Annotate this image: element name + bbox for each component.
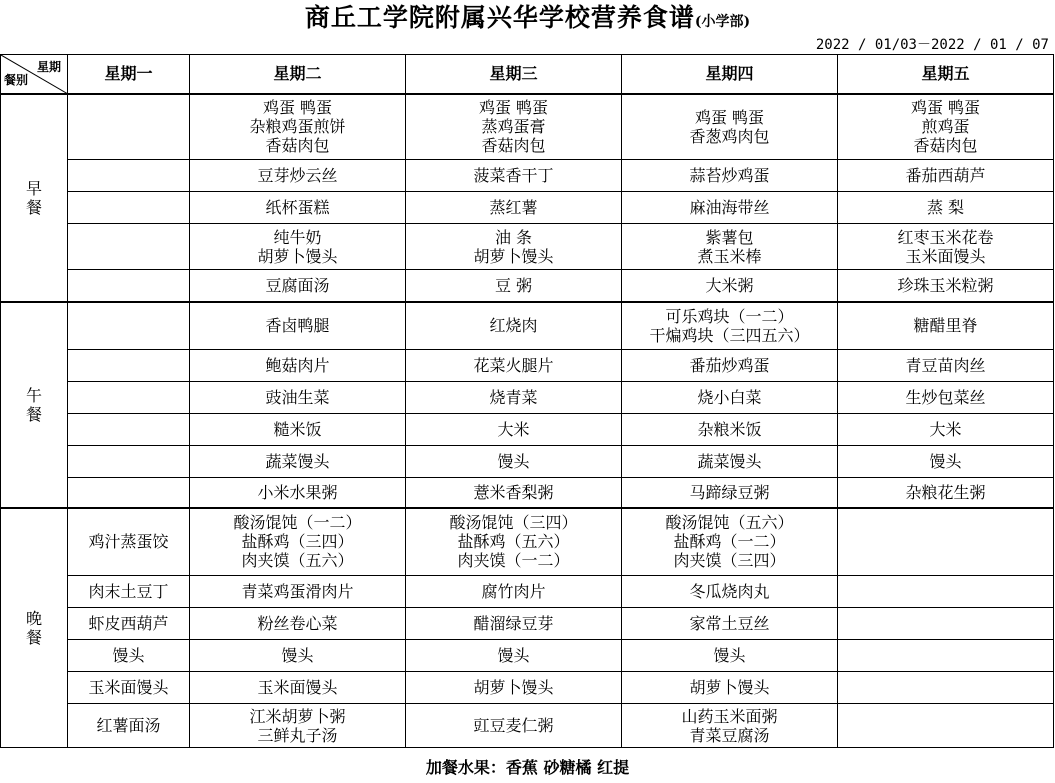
dinner-cell bbox=[68, 508, 190, 576]
dinner-cell bbox=[406, 640, 622, 672]
dish-name: 鸡蛋 鸭蛋 bbox=[478, 98, 549, 118]
day-header-2: 星期二 bbox=[190, 55, 406, 94]
dish-name: 盐酥鸡（一二） bbox=[673, 532, 786, 552]
dish-name: 盐酥鸡（三四） bbox=[241, 532, 354, 552]
breakfast-row bbox=[1, 270, 1054, 302]
dish-name: 馒头 bbox=[929, 452, 962, 471]
dish-name: 马蹄绿豆粥 bbox=[689, 482, 770, 502]
lunch-cell bbox=[622, 302, 838, 350]
dinner-row bbox=[1, 608, 1054, 640]
lunch-cell bbox=[622, 350, 838, 382]
lunch-cell bbox=[838, 382, 1054, 414]
breakfast-cell bbox=[622, 192, 838, 224]
dish-name: 山药玉米面粥 bbox=[681, 706, 778, 726]
dish-name: 杂粮花生粥 bbox=[905, 482, 986, 502]
dish-name: 馒头 bbox=[497, 646, 530, 665]
breakfast-cell bbox=[190, 270, 406, 302]
dinner-cell bbox=[68, 608, 190, 640]
dish-name: 蔬菜馒头 bbox=[265, 452, 330, 471]
lunch-cell bbox=[190, 446, 406, 478]
header-row bbox=[1, 55, 1054, 94]
breakfast-cell bbox=[68, 192, 190, 224]
dinner-row bbox=[1, 640, 1054, 672]
dinner-cell bbox=[190, 608, 406, 640]
dinner-cell bbox=[406, 608, 622, 640]
page-title bbox=[0, 0, 1055, 36]
breakfast-cell bbox=[406, 160, 622, 192]
dish-name: 油 条 bbox=[494, 227, 533, 247]
dish-name: 生炒包菜丝 bbox=[905, 388, 986, 407]
dinner-cell bbox=[622, 704, 838, 748]
lunch-row bbox=[1, 478, 1054, 508]
dinner-cell bbox=[190, 704, 406, 748]
dinner-cell bbox=[622, 576, 838, 608]
title-main: 商丘工学院附属兴华学校营养食谱 bbox=[304, 3, 695, 32]
corner-weekday-label: 星期 bbox=[36, 60, 61, 74]
dish-name: 大米 bbox=[497, 420, 530, 439]
lunch-cell bbox=[406, 350, 622, 382]
lunch-cell bbox=[68, 350, 190, 382]
dinner-row bbox=[1, 576, 1054, 608]
dish-name: 豉油生菜 bbox=[265, 388, 330, 407]
dish-name: 可乐鸡块（一二） bbox=[665, 306, 794, 326]
dish-name: 香葱鸡肉包 bbox=[689, 126, 770, 146]
dish-name: 玉米面馒头 bbox=[257, 678, 338, 697]
lunch-label-char: 餐 bbox=[25, 404, 42, 424]
breakfast-row bbox=[1, 160, 1054, 192]
dish-name: 豇豆麦仁粥 bbox=[473, 716, 554, 735]
dish-name: 鸡蛋 鸭蛋 bbox=[910, 98, 981, 118]
breakfast-cell bbox=[406, 94, 622, 160]
dish-name: 豆腐面汤 bbox=[265, 275, 330, 295]
breakfast-label-char: 早 bbox=[25, 178, 42, 198]
lunch-cell bbox=[622, 446, 838, 478]
dish-name: 青菜鸡蛋滑肉片 bbox=[241, 582, 354, 601]
dish-name: 豆芽炒云丝 bbox=[257, 166, 338, 185]
dinner-cell bbox=[838, 608, 1054, 640]
dish-name: 番茄西葫芦 bbox=[905, 166, 986, 185]
dish-name: 蔬菜馒头 bbox=[697, 452, 762, 471]
dish-name: 馒头 bbox=[281, 646, 314, 665]
breakfast-cell bbox=[190, 160, 406, 192]
day-header-1: 星期一 bbox=[68, 55, 190, 94]
dinner-row bbox=[1, 672, 1054, 704]
dinner-cell bbox=[68, 576, 190, 608]
dish-name: 玉米面馒头 bbox=[905, 246, 986, 266]
breakfast-cell bbox=[406, 270, 622, 302]
lunch-cell bbox=[838, 478, 1054, 508]
lunch-cell bbox=[190, 350, 406, 382]
dish-name: 家常土豆丝 bbox=[689, 614, 770, 633]
snack-fruit-footer: 加餐水果：香蕉 砂糖橘 红提 bbox=[425, 758, 630, 777]
dinner-cell bbox=[190, 672, 406, 704]
dish-name: 肉末土豆丁 bbox=[88, 582, 169, 601]
dish-name: 胡萝卜馒头 bbox=[689, 678, 770, 697]
breakfast-cell bbox=[838, 224, 1054, 270]
dish-name: 菠菜香干丁 bbox=[473, 166, 554, 185]
dish-name: 花菜火腿片 bbox=[473, 356, 554, 375]
lunch-cell bbox=[68, 302, 190, 350]
dish-name: 粉丝卷心菜 bbox=[257, 614, 338, 633]
lunch-row bbox=[1, 414, 1054, 446]
lunch-label-char: 午 bbox=[25, 385, 42, 405]
dish-name: 烧青菜 bbox=[489, 388, 538, 407]
dinner-cell bbox=[190, 640, 406, 672]
dish-name: 玉米面馒头 bbox=[88, 678, 169, 697]
breakfast-cell bbox=[622, 224, 838, 270]
dish-name: 肉夹馍（一二） bbox=[457, 551, 570, 571]
lunch-cell bbox=[190, 478, 406, 508]
dinner-cell bbox=[406, 508, 622, 576]
dish-name: 馒头 bbox=[497, 452, 530, 471]
dish-name: 香菇肉包 bbox=[913, 136, 978, 156]
dish-name: 胡萝卜馒头 bbox=[473, 246, 554, 266]
lunch-cell bbox=[622, 478, 838, 508]
breakfast-cell bbox=[68, 224, 190, 270]
dish-name: 糖醋里脊 bbox=[913, 316, 978, 336]
lunch-cell bbox=[190, 302, 406, 350]
dish-name: 小米水果粥 bbox=[257, 482, 338, 502]
dish-name: 胡萝卜馒头 bbox=[473, 678, 554, 697]
corner-header-cell bbox=[1, 55, 68, 94]
dish-name: 烧小白菜 bbox=[697, 388, 762, 407]
lunch-cell bbox=[622, 382, 838, 414]
dish-name: 馒头 bbox=[112, 646, 145, 665]
breakfast-label-char: 餐 bbox=[25, 197, 42, 217]
lunch-cell bbox=[68, 414, 190, 446]
dinner-cell bbox=[406, 704, 622, 748]
lunch-cell bbox=[838, 302, 1054, 350]
day-header-4: 星期四 bbox=[622, 55, 838, 94]
breakfast-cell bbox=[838, 94, 1054, 160]
dish-name: 蒸 梨 bbox=[926, 198, 965, 217]
menu-table bbox=[0, 54, 1054, 748]
dish-name: 煎鸡蛋 bbox=[921, 117, 970, 137]
lunch-cell bbox=[838, 446, 1054, 478]
lunch-cell bbox=[406, 302, 622, 350]
dinner-cell bbox=[838, 508, 1054, 576]
lunch-cell bbox=[190, 382, 406, 414]
dish-name: 杂粮米饭 bbox=[697, 420, 762, 439]
dish-name: 红薯面汤 bbox=[96, 716, 161, 735]
dinner-cell bbox=[190, 576, 406, 608]
lunch-label bbox=[1, 302, 68, 508]
dish-name: 干煸鸡块（三四五六） bbox=[649, 325, 810, 345]
breakfast-cell bbox=[68, 94, 190, 160]
breakfast-cell bbox=[622, 94, 838, 160]
dish-name: 蒜苔炒鸡蛋 bbox=[689, 166, 770, 185]
dish-name: 鸡蛋 鸭蛋 bbox=[262, 98, 333, 118]
dish-name: 酸汤馄饨（五六） bbox=[665, 513, 794, 533]
dish-name: 胡萝卜馒头 bbox=[257, 246, 338, 266]
title-sub: (小学部) bbox=[694, 14, 751, 30]
lunch-cell bbox=[406, 446, 622, 478]
day-header-5: 星期五 bbox=[838, 55, 1054, 94]
breakfast-cell bbox=[190, 224, 406, 270]
breakfast-cell bbox=[622, 270, 838, 302]
breakfast-cell bbox=[406, 224, 622, 270]
dinner-cell bbox=[190, 508, 406, 576]
dish-name: 虾皮西葫芦 bbox=[88, 614, 169, 633]
lunch-row bbox=[1, 446, 1054, 478]
corner-meal-label: 餐别 bbox=[4, 72, 29, 87]
dish-name: 香菇肉包 bbox=[265, 136, 330, 156]
breakfast-cell bbox=[622, 160, 838, 192]
breakfast-row bbox=[1, 94, 1054, 160]
dinner-cell bbox=[622, 508, 838, 576]
dish-name: 纯牛奶 bbox=[273, 227, 322, 247]
dish-name: 酸汤馄饨（三四） bbox=[449, 513, 578, 533]
breakfast-cell bbox=[68, 160, 190, 192]
dish-name: 三鲜丸子汤 bbox=[257, 725, 338, 745]
dinner-label bbox=[1, 508, 68, 748]
lunch-row bbox=[1, 382, 1054, 414]
dish-name: 香菇肉包 bbox=[481, 136, 546, 156]
dish-name: 红枣玉米花卷 bbox=[897, 227, 994, 247]
dish-name: 腐竹肉片 bbox=[481, 582, 546, 601]
dish-name: 豆 粥 bbox=[494, 275, 533, 295]
dish-name: 醋溜绿豆芽 bbox=[473, 614, 554, 633]
lunch-cell bbox=[838, 414, 1054, 446]
date-range: 2022 / 01/03－2022 / 01 / 07 bbox=[815, 37, 1049, 53]
lunch-cell bbox=[190, 414, 406, 446]
breakfast-cell bbox=[838, 160, 1054, 192]
dish-name: 盐酥鸡（五六） bbox=[457, 532, 570, 552]
dinner-label-char: 餐 bbox=[25, 627, 42, 647]
dish-name: 麻油海带丝 bbox=[689, 198, 770, 217]
dish-name: 珍珠玉米粒粥 bbox=[897, 275, 994, 295]
lunch-cell bbox=[68, 478, 190, 508]
dinner-cell bbox=[622, 640, 838, 672]
dinner-cell bbox=[838, 576, 1054, 608]
dish-name: 鲍菇肉片 bbox=[265, 356, 330, 375]
dinner-cell bbox=[622, 608, 838, 640]
lunch-cell bbox=[406, 414, 622, 446]
dish-name: 蒸鸡蛋膏 bbox=[481, 117, 546, 137]
breakfast-cell bbox=[838, 192, 1054, 224]
breakfast-cell bbox=[190, 94, 406, 160]
dish-name: 鸡蛋 鸭蛋 bbox=[694, 107, 765, 127]
lunch-cell bbox=[406, 478, 622, 508]
breakfast-cell bbox=[406, 192, 622, 224]
breakfast-row bbox=[1, 192, 1054, 224]
dish-name: 煮玉米棒 bbox=[697, 246, 762, 266]
lunch-cell bbox=[838, 350, 1054, 382]
dish-name: 大米 bbox=[929, 420, 962, 439]
dinner-label-char: 晚 bbox=[25, 608, 42, 628]
dish-name: 糙米饭 bbox=[273, 420, 322, 439]
dish-name: 番茄炒鸡蛋 bbox=[689, 356, 770, 375]
dish-name: 鸡汁蒸蛋饺 bbox=[88, 532, 169, 552]
dish-name: 肉夹馍（三四） bbox=[673, 551, 786, 571]
lunch-cell bbox=[68, 382, 190, 414]
lunch-cell bbox=[622, 414, 838, 446]
dish-name: 肉夹馍（五六） bbox=[241, 551, 354, 571]
dish-name: 薏米香梨粥 bbox=[473, 482, 554, 502]
dinner-cell bbox=[838, 672, 1054, 704]
dish-name: 纸杯蛋糕 bbox=[265, 198, 330, 217]
breakfast-cell bbox=[68, 270, 190, 302]
dish-name: 酸汤馄饨（一二） bbox=[233, 513, 362, 533]
dinner-cell bbox=[838, 704, 1054, 748]
dinner-cell bbox=[406, 576, 622, 608]
breakfast-label bbox=[1, 94, 68, 302]
dish-name: 青豆苗肉丝 bbox=[905, 356, 986, 375]
dish-name: 红烧肉 bbox=[489, 316, 538, 336]
lunch-row bbox=[1, 302, 1054, 350]
breakfast-cell bbox=[838, 270, 1054, 302]
dinner-row bbox=[1, 508, 1054, 576]
day-header-3: 星期三 bbox=[406, 55, 622, 94]
dish-name: 江米胡萝卜粥 bbox=[249, 706, 346, 726]
dish-name: 大米粥 bbox=[705, 275, 754, 295]
dish-name: 蒸红薯 bbox=[489, 198, 538, 217]
dish-name: 香卤鸭腿 bbox=[265, 316, 330, 336]
dish-name: 紫薯包 bbox=[705, 227, 754, 247]
dish-name: 馒头 bbox=[713, 646, 746, 665]
dinner-cell bbox=[68, 704, 190, 748]
dish-name: 青菜豆腐汤 bbox=[689, 725, 770, 745]
lunch-cell bbox=[68, 446, 190, 478]
lunch-cell bbox=[406, 382, 622, 414]
breakfast-cell bbox=[190, 192, 406, 224]
dinner-cell bbox=[68, 640, 190, 672]
dinner-cell bbox=[68, 672, 190, 704]
breakfast-row bbox=[1, 224, 1054, 270]
lunch-row bbox=[1, 350, 1054, 382]
dish-name: 冬瓜烧肉丸 bbox=[689, 582, 770, 601]
dinner-cell bbox=[622, 672, 838, 704]
dinner-cell bbox=[406, 672, 622, 704]
dinner-cell bbox=[838, 640, 1054, 672]
dish-name: 杂粮鸡蛋煎饼 bbox=[249, 117, 346, 137]
dinner-row bbox=[1, 704, 1054, 748]
